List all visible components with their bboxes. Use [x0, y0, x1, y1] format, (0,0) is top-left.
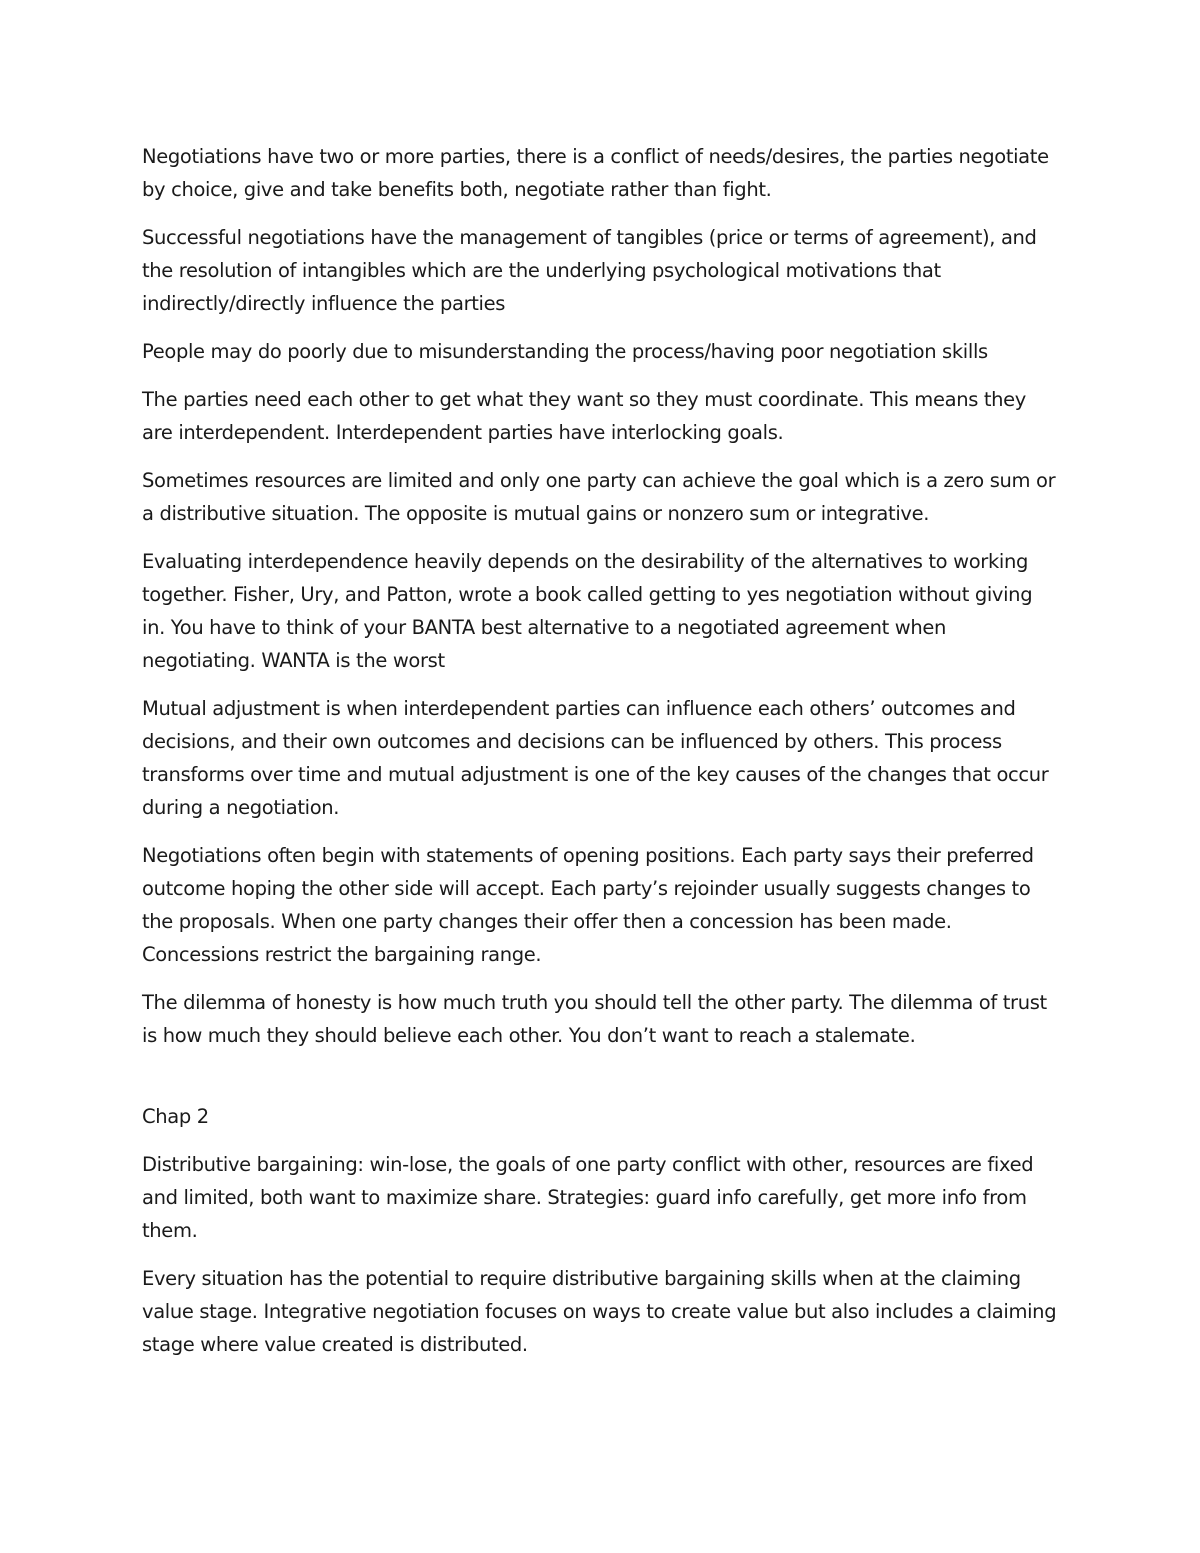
paragraph-poor-performance: People may do poorly due to misunderstanding the process/having poor negotiation skills: [142, 340, 988, 363]
paragraph-alternatives: Evaluating interdependence heavily depends on the desirability of the alternatives to working together. Fisher, Ury, and Patton, wrote a book called getting to yes negotiation without giving in. You have to think of your BANTA best alternative to a negotiated agreement when negotiating. WANTA is the worst: [142, 550, 1033, 672]
paragraph-mutual-adjustment: Mutual adjustment is when interdependent parties can influence each others’ outcomes and decisions, and their own outcomes and decisions can be influenced by others. This process transforms over time and mutual adjustment is one of the key causes of the changes that occur during a negotiation.: [142, 697, 1049, 819]
paragraph-dilemmas: The dilemma of honesty is how much truth you should tell the other party. The dilemma of trust is how much they should believe each other. You don’t want to reach a stalemate.: [142, 991, 1047, 1047]
paragraph-distributive-bargaining: Distributive bargaining: win-lose, the goals of one party conflict with other, resources are fixed and limited, both want to maximize share. Strategies: guard info carefully, get more info from them.: [142, 1153, 1034, 1242]
paragraph-interdependence: The parties need each other to get what they want so they must coordinate. This means they are interdependent. Interdependent parties have interlocking goals.: [142, 388, 1027, 444]
paragraph-negotiation-definition: Negotiations have two or more parties, there is a conflict of needs/desires, the parties negotiate by choice, give and take benefits both, negotiate rather than fight.: [142, 145, 1049, 201]
paragraph-opening-positions: Negotiations often begin with statements of opening positions. Each party says their preferred outcome hoping the other side will accept. Each party’s rejoinder usually suggests changes to the proposals. When one party changes their offer then a concession has been made. Concessions restrict the bargaining range.: [142, 844, 1034, 966]
chapter-heading: Chap 2: [142, 1105, 209, 1128]
paragraph-claiming-value: Every situation has the potential to require distributive bargaining skills when at the claiming value stage. Integrative negotiation focuses on ways to create value but also includes a claiming stage where value created is distributed.: [142, 1267, 1057, 1356]
paragraph-zero-sum: Sometimes resources are limited and only one party can achieve the goal which is a zero sum or a distributive situation. The opposite is mutual gains or nonzero sum or integrative.: [142, 469, 1056, 525]
document-body: [142, 140, 1057, 1376]
blank-line: [142, 1067, 1057, 1100]
paragraph-tangibles-intangibles: Successful negotiations have the management of tangibles (price or terms of agreement), and the resolution of intangibles which are the underlying psychological motivations that indirectly/directly influence the parties: [142, 226, 1037, 315]
